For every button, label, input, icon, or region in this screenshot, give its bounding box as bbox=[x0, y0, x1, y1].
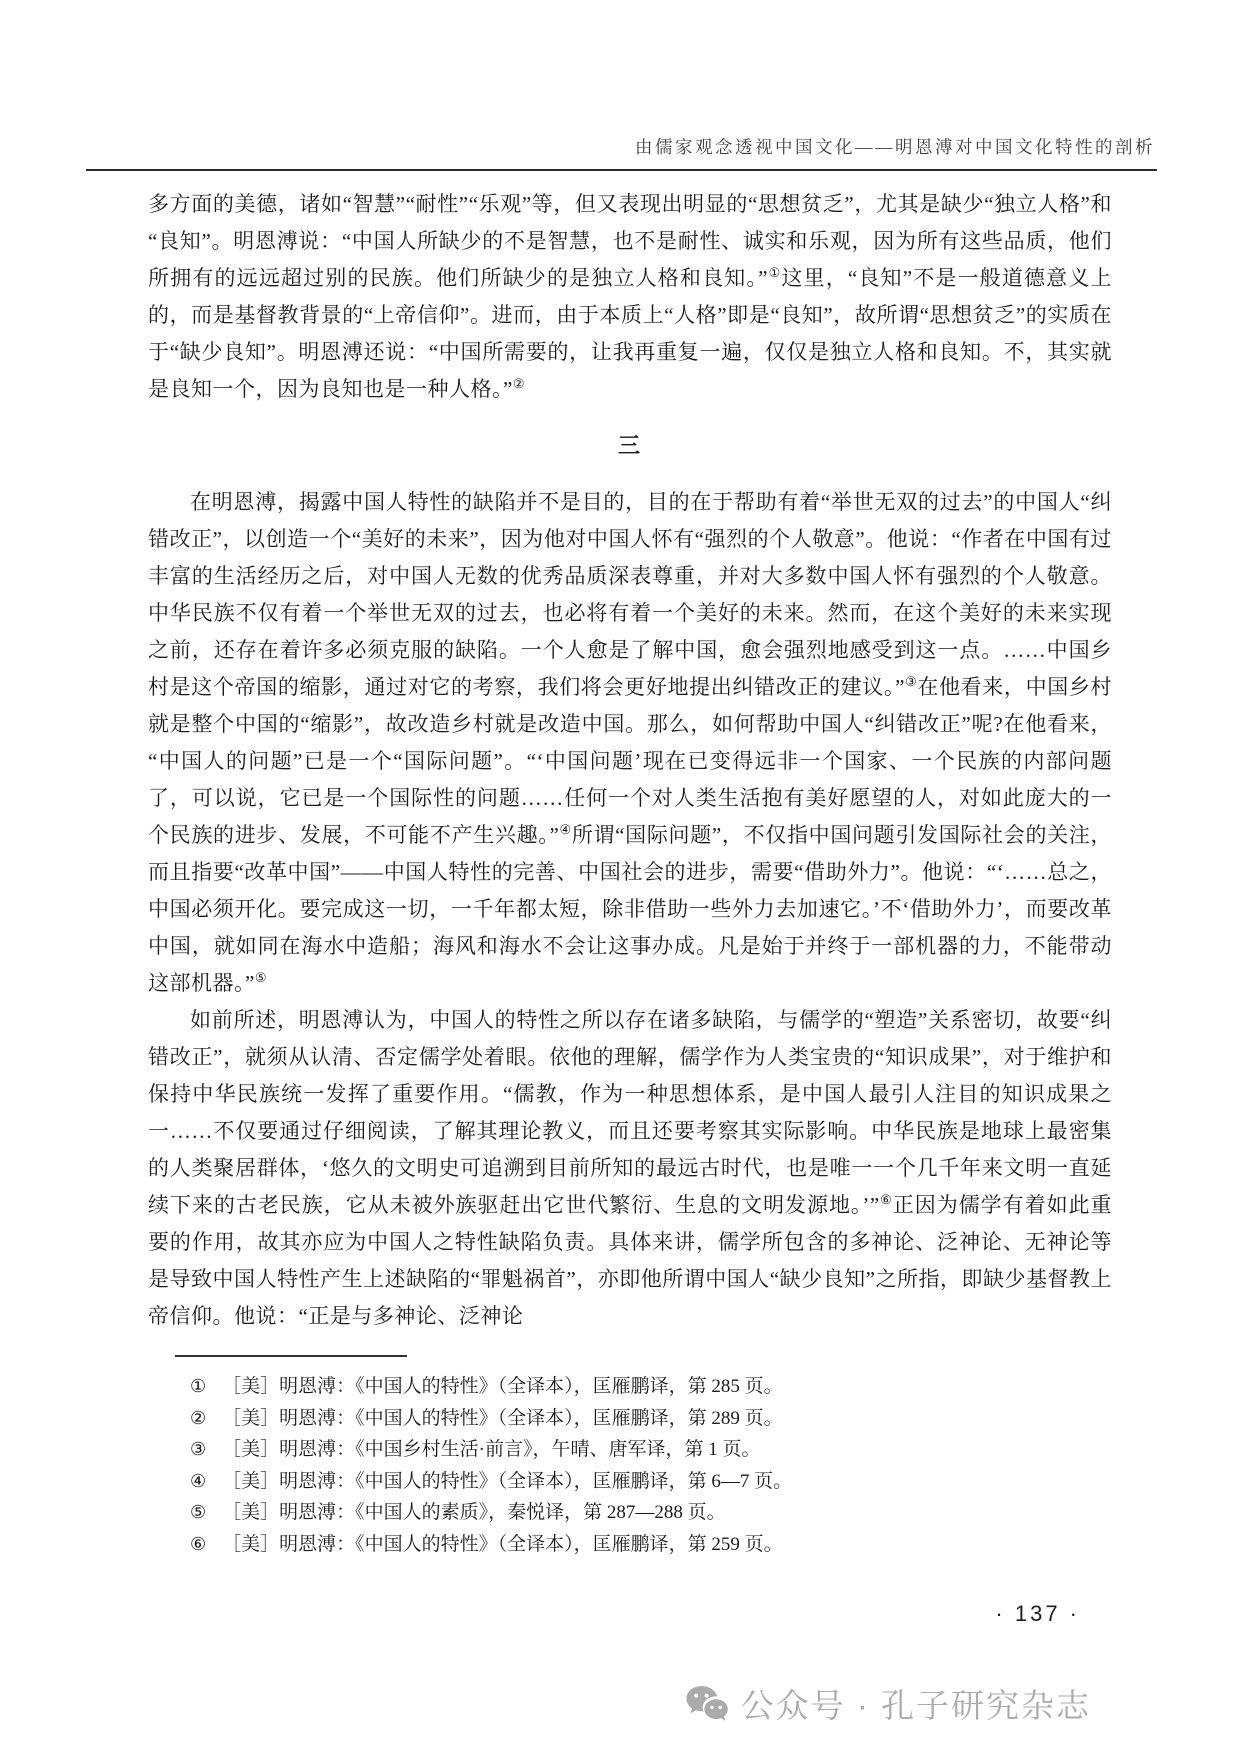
footnote-item bbox=[190, 1497, 1112, 1529]
footnote-item bbox=[190, 1434, 1112, 1466]
footnote-marker: ⑤ bbox=[190, 1502, 207, 1522]
footnote-list bbox=[148, 1371, 1112, 1560]
footnote-marker: ⑥ bbox=[190, 1533, 207, 1554]
watermark bbox=[685, 1680, 1091, 1727]
footnote-text: ［美］明恩溥：《中国人的特性》（全译本），匡雁鹏译，第 289 页。 bbox=[222, 1407, 783, 1429]
paragraph-3: 如前所述，明恩溥认为，中国人的特性之所以存在诸多缺陷，与儒学的“塑造”关系密切，故要“纠错改正”，就须从认清、否定儒学处着眼。依他的理解，儒学作为人类宝贵的“知识成果”，对于维护和保持中华民族统一发挥了重要作用。“儒教，作为一种思想体系，是中国人最引人注目的知识成果之一……不仅要通过仔细阅读，了解其理论教义，而且还要考察其实际影响。中华民族是地球上最密集的人类聚居群体，‘悠久的文明史可追溯到目前所知的最远古时代，也是唯一一个几千年来文明一直延续下来的古老民族，它从未被外族驱赶出它世代繁衍、生息的文明发源地。’”⑥正因为儒学有着如此重要的作用，故其亦应为中国人之特性缺陷负责。具体来讲，儒学所包含的多神论、泛神论、无神论等是导致中国人特性产生上述缺陷的“罪魁祸首”，亦即他所谓中国人“缺少良知”之所指，即缺少基督教上帝信仰。他说：“正是与多神论、泛神论 bbox=[148, 1008, 1113, 1328]
footnote-item bbox=[190, 1529, 1112, 1561]
page-body bbox=[148, 186, 1112, 1560]
watermark-text: 公众号 · 孔子研究杂志 bbox=[740, 1687, 1091, 1724]
footnote-text: ［美］明恩溥：《中国人的特性》（全译本），匡雁鹏译，第 285 页。 bbox=[222, 1376, 783, 1397]
footnote-separator bbox=[175, 1355, 407, 1357]
wechat-icon bbox=[685, 1684, 729, 1724]
section-heading-three: 三 bbox=[617, 433, 642, 458]
footnote-item bbox=[190, 1371, 1112, 1403]
running-header-title: 由儒家观念透视中国文化——明恩溥对中国文化特性的剖析 bbox=[635, 137, 1155, 157]
footnote-text: ［美］明恩溥：《中国乡村生活·前言》，午晴、唐军译，第 1 页。 bbox=[222, 1439, 761, 1460]
footnote-marker: ① bbox=[190, 1376, 207, 1396]
footnote-marker: ③ bbox=[190, 1439, 207, 1459]
footnote-text: ［美］明恩溥：《中国人的素质》，秦悦译，第 287—288 页。 bbox=[222, 1502, 726, 1523]
paragraph-2: 在明恩溥，揭露中国人特性的缺陷并不是目的，目的在于帮助有着“举世无双的过去”的中国人“纠错改正”，以创造一个“美好的未来”，因为他对中国人怀有“强烈的个人敬意”。他说：“作者在中国有过丰富的生活经历之后，对中国人无数的优秀品质深表尊重，并对大多数中国人怀有强烈的个人敬意。中华民族不仅有着一个举世无双的过去，也必将有着一个美好的未来。然而，在这个美好的未来实现之前，还存在着许多必须克服的缺陷。一个人愈是了解中国，愈会强烈地感受到这一点。……中国乡村是这个帝国的缩影，通过对它的考察，我们将会更好地提出纠错改正的建议。”③在他看来，中国乡村就是整个中国的“缩影”，故改造乡村就是改造中国。那么，如何帮助中国人“纠错改正”呢?在他看来，“中国人的问题”已是一个“国际问题”。“‘中国问题’现在已变得远非一个国家、一个民族的内部问题了，可以说，它已是一个国际性的问题……任何一个对人类生活抱有美好愿望的人，对如此庞大的一个民族的进步、发展，不可能不产生兴趣。”④所谓“国际问题”，不仅指中国问题引发国际社会的关注，而且指要“改革中国”——中国人特性的完善、中国社会的进步，需要“借助外力”。他说：“‘……总之，中国必须开化。要完成这一切，一千年都太短，除非借助一些外力去加速它。’不‘借助外力’，而要改革中国，就如同在海水中造船；海风和海水不会让这事办成。凡是始于并终于一部机器的力，不能带动这部机器。”⑤ bbox=[148, 490, 1113, 995]
footnote-item bbox=[190, 1466, 1112, 1498]
footnote-item bbox=[190, 1403, 1112, 1435]
footnote-marker: ④ bbox=[190, 1470, 207, 1491]
footnote-text: ［美］明恩溥：《中国人的特性》（全译本），匡雁鹏译，第 6—7 页。 bbox=[222, 1470, 793, 1492]
paragraph-1: 多方面的美德，诸如“智慧”“耐性”“乐观”等，但又表现出明显的“思想贫乏”，尤其是缺少“独立人格”和“良知”。明恩溥说：“中国人所缺少的不是智慧，也不是耐性、诚实和乐观，因为所有这些品质，他们所拥有的远远超过别的民族。他们所缺少的是独立人格和良知。”①这里，“良知”不是一般道德意义上的，而是基督教背景的“上帝信仰”。进而，由于本质上“人格”即是“良知”，故所谓“思想贫乏”的实质在于“缺少良知”。明恩溥还说：“中国所需要的，让我再重复一遍，仅仅是独立人格和良知。不，其实就是良知一个，因为良知也是一种人格。”② bbox=[148, 192, 1113, 401]
footnote-text: ［美］明恩溥：《中国人的特性》（全译本），匡雁鹏译，第 259 页。 bbox=[222, 1533, 783, 1555]
page-number: · 137 · bbox=[995, 1601, 1080, 1626]
header-rule bbox=[86, 169, 1157, 171]
footnote-marker: ② bbox=[190, 1407, 207, 1428]
